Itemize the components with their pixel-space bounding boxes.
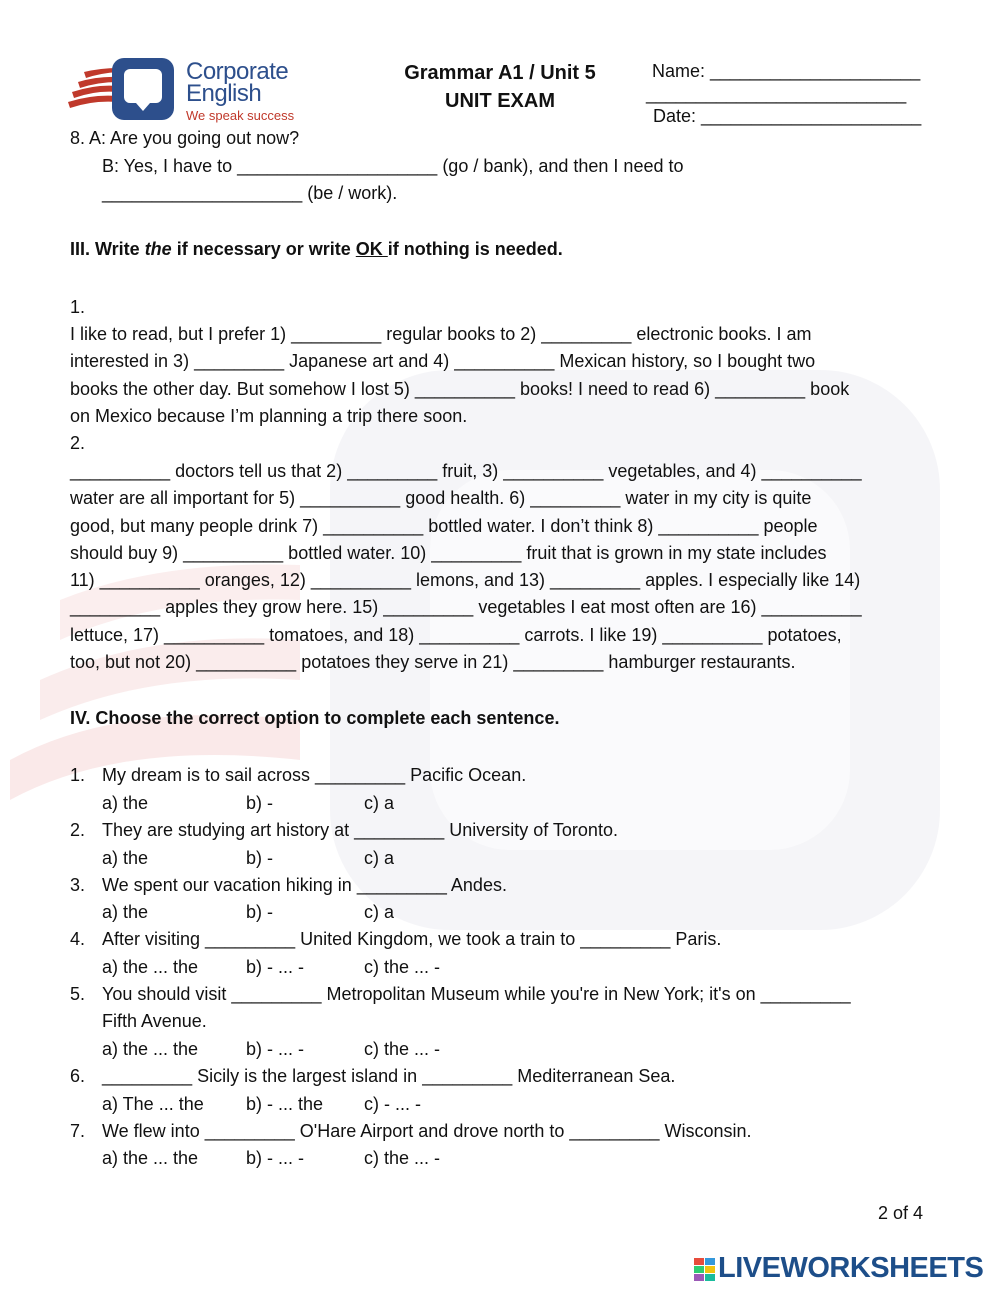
p1-line: interested in 3) _________ Japanese art and 4) __________ Mexican history, so I bought two — [70, 351, 816, 372]
p1-line: I like to read, but I prefer 1) _________ regular books to 2) _________ electronic books. I am — [70, 324, 812, 344]
q8-line1: 8. A: Are you going out now? — [70, 128, 300, 148]
option-b[interactable]: b) - — [246, 902, 273, 922]
option-b[interactable]: b) - ... the — [246, 1094, 324, 1114]
option-a[interactable]: a) the — [102, 848, 149, 868]
option-c[interactable]: c) the ... - — [364, 1148, 441, 1168]
question-text: My dream is to sail across _________ Pacific Ocean. — [102, 765, 527, 785]
p2-line: too, but not 20) __________ potatoes they serve in 21) _________ hamburger restaurants. — [70, 652, 796, 673]
q8-line2: B: Yes, I have to ____________________ (go / bank), and then I need to — [102, 156, 684, 176]
exam-title: Grammar A1 / Unit 5 — [404, 62, 596, 84]
question-text: They are studying art history at _________ University of Toronto. — [102, 820, 618, 840]
page-number: 2 of 4 — [878, 1203, 924, 1223]
question-number: 1. — [70, 765, 86, 785]
option-a[interactable]: a) the — [102, 902, 149, 922]
question-number: 4. — [70, 929, 86, 949]
question-text: _________ Sicily is the largest island in _________ Mediterranean Sea. — [102, 1066, 676, 1086]
brand-tagline: We speak success — [186, 108, 295, 123]
question-text: We flew into _________ O'Hare Airport and drove north to _________ Wisconsin. — [102, 1121, 752, 1141]
p2-line: __________ doctors tell us that 2) _________ fruit, 3) __________ vegetables, and 4) __________ — [70, 461, 862, 481]
option-b[interactable]: b) - ... - — [246, 957, 304, 977]
question-number: 7. — [70, 1121, 86, 1141]
option-b[interactable]: b) - — [246, 793, 273, 813]
question-number: 2. — [70, 820, 86, 840]
p1-line: books the other day. But somehow I lost 5) __________ books! I need to read 6) _________ book — [70, 378, 850, 399]
option-c[interactable]: c) a — [364, 902, 395, 922]
question-text: We spent our vacation hiking in _________ Andes. — [102, 875, 507, 895]
option-c[interactable]: c) the ... - — [364, 957, 441, 977]
question-number: 3. — [70, 875, 86, 895]
option-a[interactable]: a) the ... the — [102, 957, 199, 977]
option-a[interactable]: a) the — [102, 793, 149, 813]
question-number: 6. — [70, 1066, 86, 1086]
p2-line: water are all important for 5) __________ good health. 6) _________ water in my city is quite — [70, 488, 812, 509]
question-text-cont: Fifth Avenue. — [102, 1011, 207, 1031]
option-a[interactable]: a) The ... the — [102, 1094, 204, 1114]
exam-subtitle: UNIT EXAM — [445, 90, 555, 112]
option-c[interactable]: c) - ... - — [364, 1094, 421, 1114]
liveworksheets-brand[interactable]: LIVEWORKSHEETS — [718, 1252, 984, 1284]
option-a[interactable]: a) the ... the — [102, 1039, 199, 1059]
q8-line3: ____________________ (be / work). — [102, 183, 398, 203]
brand-name-line1: Corporate — [186, 58, 289, 85]
liveworksheets-icon — [694, 1258, 716, 1282]
name-field[interactable]: Name: _____________________ — [652, 61, 921, 81]
section3-heading: III. Write the if necessary or write OK if nothing is needed. — [70, 239, 563, 259]
section4-heading: IV. Choose the correct option to complete each sentence. — [70, 708, 560, 728]
option-b[interactable]: b) - — [246, 848, 273, 868]
option-c[interactable]: c) a — [364, 793, 395, 813]
question-text: After visiting _________ United Kingdom, we took a train to _________ Paris. — [102, 929, 722, 949]
p1-line: on Mexico because I’m planning a trip there soon. — [70, 405, 468, 426]
paragraph2-number: 2. — [70, 433, 86, 453]
p2-line: lettuce, 17) __________ tomatoes, and 18) __________ carrots. I like 19) __________ potatoes, — [70, 624, 842, 645]
question-number: 5. — [70, 984, 86, 1004]
name-field-line2[interactable]: __________________________ — [646, 84, 907, 104]
date-field[interactable]: Date: ______________________ — [653, 106, 922, 126]
paragraph1 — [70, 321, 940, 430]
p2-line: should buy 9) __________ bottled water. 10) _________ fruit that is grown in my state includes — [70, 542, 827, 563]
paragraph1-number: 1. — [70, 297, 86, 317]
question-text: You should visit _________ Metropolitan Museum while you're in New York; it's on _________ — [102, 984, 851, 1004]
p2-line: good, but many people drink 7) __________ bottled water. I don’t think 8) __________ people — [70, 515, 818, 536]
option-c[interactable]: c) the ... - — [364, 1039, 441, 1059]
option-a[interactable]: a) the ... the — [102, 1148, 199, 1168]
p2-line: 11) __________ oranges, 12) __________ lemons, and 13) _________ apples. I especially like 14) — [70, 570, 861, 591]
p2-line: _________ apples they grow here. 15) _________ vegetables I eat most often are 16) __________ — [70, 597, 862, 618]
option-c[interactable]: c) a — [364, 848, 395, 868]
option-b[interactable]: b) - ... - — [246, 1148, 304, 1168]
paragraph2 — [70, 458, 940, 676]
option-b[interactable]: b) - ... - — [246, 1039, 304, 1059]
brand-name-line2: English — [186, 80, 262, 107]
